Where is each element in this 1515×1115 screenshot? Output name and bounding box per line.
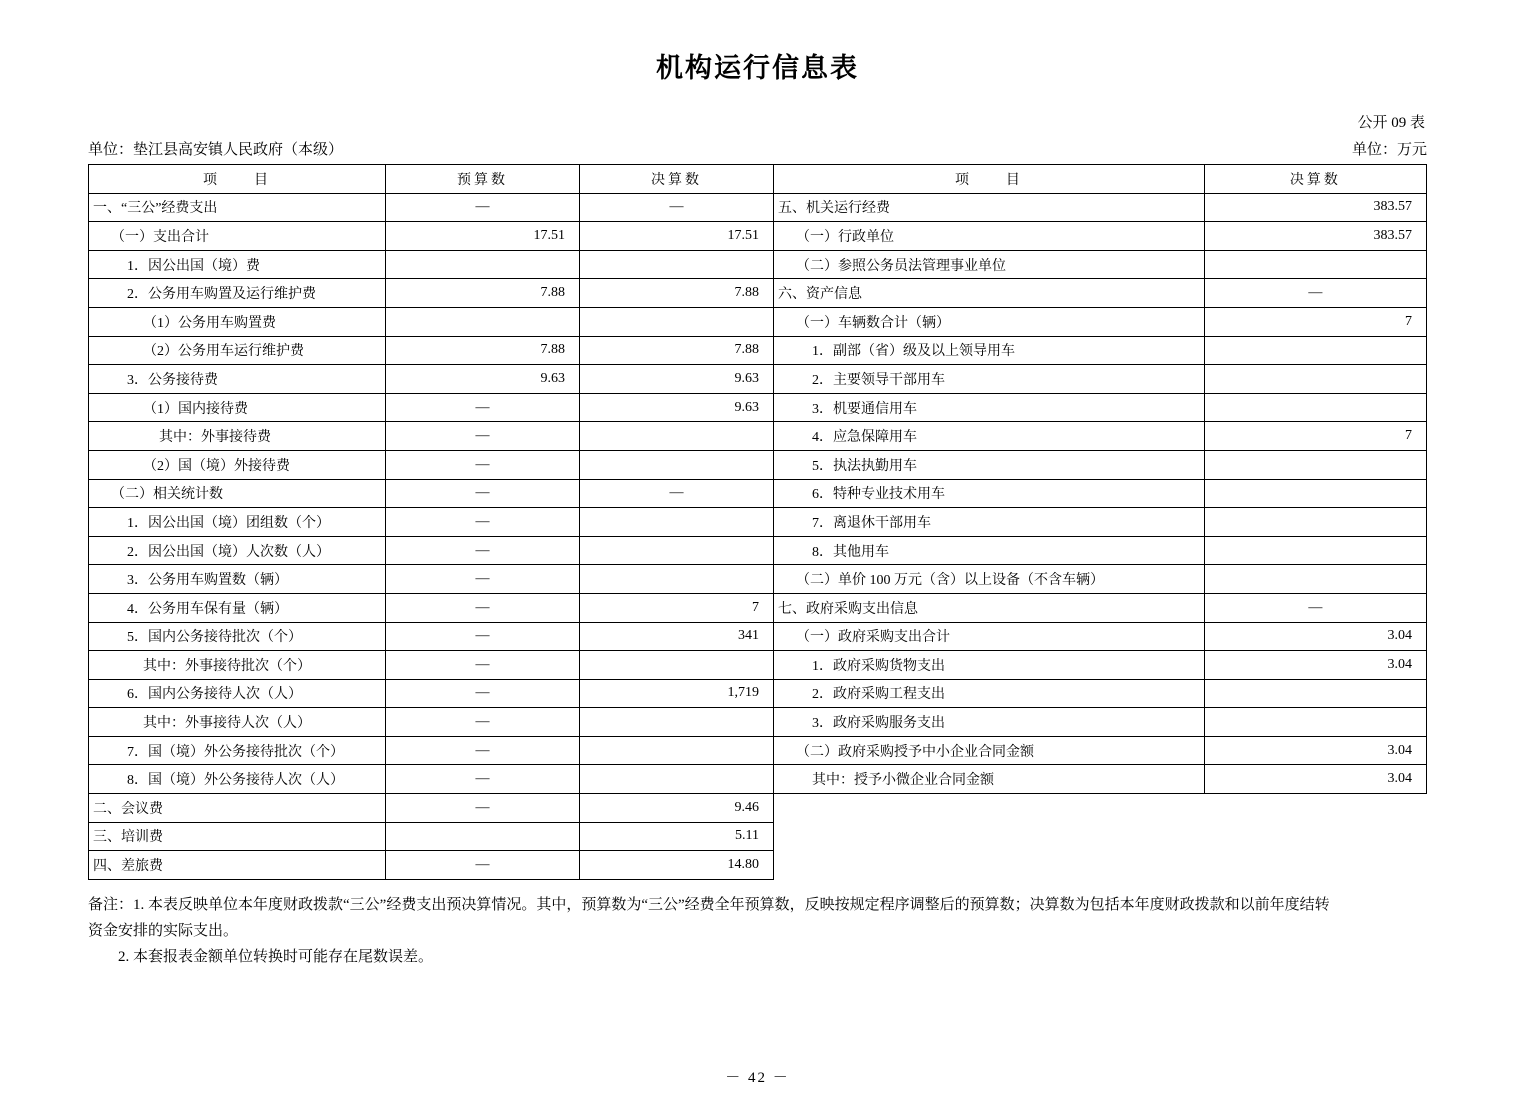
right-final-value: 3.04 xyxy=(1204,651,1426,680)
left-final-value: — xyxy=(580,193,774,222)
header-left-item: 项 目 xyxy=(89,165,386,194)
right-item-label: 七、政府采购支出信息 xyxy=(774,593,1205,622)
left-final-value xyxy=(580,651,774,680)
right-item-label: 8．其他用车 xyxy=(774,536,1205,565)
table-row xyxy=(89,422,1427,451)
left-budget-value: — xyxy=(386,679,580,708)
right-final-value xyxy=(1204,250,1426,279)
left-budget-value: — xyxy=(386,536,580,565)
note-line-3: 2. 本套报表金额单位转换时可能存在尾数误差。 xyxy=(118,949,434,966)
right-item-label: 2．主要领导干部用车 xyxy=(774,365,1205,394)
table-row xyxy=(89,279,1427,308)
left-final-value: 1,719 xyxy=(580,679,774,708)
table-row xyxy=(89,765,1427,794)
meta-row xyxy=(88,138,1427,159)
right-final-value: 383.57 xyxy=(1204,193,1426,222)
right-final-value xyxy=(1204,536,1426,565)
left-final-value: 341 xyxy=(580,622,774,651)
right-final-value: 3.04 xyxy=(1204,765,1426,794)
table-row xyxy=(89,193,1427,222)
left-budget-value: 9.63 xyxy=(386,365,580,394)
right-final-value xyxy=(1204,708,1426,737)
left-budget-value: — xyxy=(386,794,580,823)
right-item-label: 3．机要通信用车 xyxy=(774,393,1205,422)
page-number: － 42 － xyxy=(725,1070,790,1086)
left-final-value: 9.63 xyxy=(580,365,774,394)
left-budget-value: 7.88 xyxy=(386,336,580,365)
right-final-value xyxy=(1204,393,1426,422)
left-budget-value: — xyxy=(386,393,580,422)
right-final-value xyxy=(1204,822,1426,851)
left-item-label: （1）国内接待费 xyxy=(89,393,386,422)
right-final-value: 7 xyxy=(1204,422,1426,451)
table-row xyxy=(89,651,1427,680)
right-final-value xyxy=(1204,508,1426,537)
table-row xyxy=(89,794,1427,823)
right-item-label: 1．副部（省）级及以上领导用车 xyxy=(774,336,1205,365)
left-budget-value: — xyxy=(386,765,580,794)
right-item-label: 6．特种专业技术用车 xyxy=(774,479,1205,508)
table-row xyxy=(89,593,1427,622)
left-final-value: 17.51 xyxy=(580,222,774,251)
left-budget-value: — xyxy=(386,622,580,651)
institution-operation-table xyxy=(88,164,1427,880)
left-item-label: 7．国（境）外公务接待批次（个） xyxy=(89,736,386,765)
right-item-label: （二）单价 100 万元（含）以上设备（不含车辆） xyxy=(774,565,1205,594)
left-item-label: 2．因公出国（境）人次数（人） xyxy=(89,536,386,565)
left-budget-value xyxy=(386,822,580,851)
left-final-value xyxy=(580,708,774,737)
table-row xyxy=(89,250,1427,279)
right-final-value xyxy=(1204,794,1426,823)
left-item-label: 8．国（境）外公务接待人次（人） xyxy=(89,765,386,794)
header-right-item: 项 目 xyxy=(774,165,1205,194)
left-final-value: — xyxy=(580,479,774,508)
right-final-value: 3.04 xyxy=(1204,736,1426,765)
left-item-label: 其中：外事接待人次（人） xyxy=(89,708,386,737)
table-header-row xyxy=(89,165,1427,194)
header-budget: 预算数 xyxy=(386,165,580,194)
left-item-label: 2．公务用车购置及运行维护费 xyxy=(89,279,386,308)
right-item-label: 1．政府采购货物支出 xyxy=(774,651,1205,680)
right-final-value: 3.04 xyxy=(1204,622,1426,651)
right-final-value: 383.57 xyxy=(1204,222,1426,251)
left-item-label: （1）公务用车购置费 xyxy=(89,307,386,336)
left-budget-value: — xyxy=(386,851,580,880)
right-item-label: 五、机关运行经费 xyxy=(774,193,1205,222)
table-row xyxy=(89,336,1427,365)
left-final-value xyxy=(580,536,774,565)
left-final-value: 9.46 xyxy=(580,794,774,823)
left-final-value: 5.11 xyxy=(580,822,774,851)
table-row xyxy=(89,508,1427,537)
left-budget-value: — xyxy=(386,422,580,451)
right-item-label: （一）政府采购支出合计 xyxy=(774,622,1205,651)
left-final-value xyxy=(580,250,774,279)
right-final-value: — xyxy=(1204,593,1426,622)
table-row xyxy=(89,708,1427,737)
right-final-value xyxy=(1204,365,1426,394)
left-item-label: 3．公务用车购置数（辆） xyxy=(89,565,386,594)
right-final-value xyxy=(1204,450,1426,479)
left-item-label: 1．因公出国（境）团组数（个） xyxy=(89,508,386,537)
right-final-value xyxy=(1204,565,1426,594)
table-row xyxy=(89,851,1427,880)
right-final-value xyxy=(1204,679,1426,708)
left-item-label: （2）公务用车运行维护费 xyxy=(89,336,386,365)
right-item-label: 六、资产信息 xyxy=(774,279,1205,308)
left-item-label: 二、会议费 xyxy=(89,794,386,823)
left-item-label: （一）支出合计 xyxy=(89,222,386,251)
left-final-value: 7.88 xyxy=(580,336,774,365)
left-final-value xyxy=(580,765,774,794)
right-item-label: 其中：授予小微企业合同金额 xyxy=(774,765,1205,794)
left-item-label: （2）国（境）外接待费 xyxy=(89,450,386,479)
left-item-label: （二）相关统计数 xyxy=(89,479,386,508)
left-final-value xyxy=(580,422,774,451)
left-final-value xyxy=(580,307,774,336)
table-row xyxy=(89,536,1427,565)
right-final-value: 7 xyxy=(1204,307,1426,336)
left-item-label: 6．国内公务接待人次（人） xyxy=(89,679,386,708)
left-final-value xyxy=(580,508,774,537)
right-final-value xyxy=(1204,336,1426,365)
left-budget-value: — xyxy=(386,450,580,479)
unit-label: 单位：垫江县高安镇人民政府（本级） xyxy=(88,142,344,158)
left-item-label: 其中：外事接待费 xyxy=(89,422,386,451)
table-row xyxy=(89,679,1427,708)
right-item-label: （一）行政单位 xyxy=(774,222,1205,251)
table-row xyxy=(89,479,1427,508)
left-final-value xyxy=(580,736,774,765)
amount-unit-label: 单位：万元 xyxy=(1351,142,1427,158)
left-budget-value xyxy=(386,307,580,336)
left-final-value: 7.88 xyxy=(580,279,774,308)
right-item-label: （二）参照公务员法管理事业单位 xyxy=(774,250,1205,279)
table-row xyxy=(89,822,1427,851)
right-item-label xyxy=(774,794,1205,823)
right-final-value xyxy=(1204,479,1426,508)
right-item-label: 7．离退休干部用车 xyxy=(774,508,1205,537)
left-budget-value: 7.88 xyxy=(386,279,580,308)
left-item-label: 三、培训费 xyxy=(89,822,386,851)
left-budget-value: — xyxy=(386,651,580,680)
form-code: 公开 09 表 xyxy=(1357,115,1425,131)
left-item-label: 其中：外事接待批次（个） xyxy=(89,651,386,680)
table-row xyxy=(89,307,1427,336)
left-budget-value: — xyxy=(386,708,580,737)
header-final: 决算数 xyxy=(580,165,774,194)
left-final-value: 9.63 xyxy=(580,393,774,422)
left-final-value: 14.80 xyxy=(580,851,774,880)
table-row xyxy=(89,393,1427,422)
note-line-1: 备注：1. 本表反映单位本年度财政拨款“三公”经费支出预决算情况。其中，预算数为“三公”经费全年预算数，反映按规定程序调整后的预算数；决算数为包括本年度财政拨款和以前年度结转 xyxy=(88,896,1330,913)
right-item-label: 4．应急保障用车 xyxy=(774,422,1205,451)
left-item-label: 一、“三公”经费支出 xyxy=(89,193,386,222)
left-budget-value: — xyxy=(386,479,580,508)
left-budget-value: — xyxy=(386,193,580,222)
table-row xyxy=(89,565,1427,594)
right-item-label: （一）车辆数合计（辆） xyxy=(774,307,1205,336)
table-row xyxy=(89,622,1427,651)
note-line-2: 资金安排的实际支出。 xyxy=(88,923,239,940)
right-item-label: （二）政府采购授予中小企业合同金额 xyxy=(774,736,1205,765)
right-item-label: 2．政府采购工程支出 xyxy=(774,679,1205,708)
left-item-label: 5．国内公务接待批次（个） xyxy=(89,622,386,651)
left-budget-value: 17.51 xyxy=(386,222,580,251)
left-budget-value xyxy=(386,250,580,279)
left-final-value: 7 xyxy=(580,593,774,622)
left-item-label: 3．公务接待费 xyxy=(89,365,386,394)
left-final-value xyxy=(580,565,774,594)
page-title: 机构运行信息表 xyxy=(656,53,859,83)
right-final-value xyxy=(1204,851,1426,880)
left-final-value xyxy=(580,450,774,479)
left-budget-value: — xyxy=(386,736,580,765)
right-item-label: 3．政府采购服务支出 xyxy=(774,708,1205,737)
table-row xyxy=(89,736,1427,765)
table-row xyxy=(89,450,1427,479)
left-budget-value: — xyxy=(386,508,580,537)
right-item-label xyxy=(774,851,1205,880)
table-row xyxy=(89,365,1427,394)
left-budget-value: — xyxy=(386,593,580,622)
left-budget-value: — xyxy=(386,565,580,594)
left-item-label: 4．公务用车保有量（辆） xyxy=(89,593,386,622)
document-page xyxy=(0,46,1515,1115)
table-notes xyxy=(88,892,1427,971)
left-item-label: 四、差旅费 xyxy=(89,851,386,880)
right-final-value: — xyxy=(1204,279,1426,308)
right-item-label xyxy=(774,822,1205,851)
table-row xyxy=(89,222,1427,251)
header-right-final: 决算数 xyxy=(1204,165,1426,194)
left-item-label: 1．因公出国（境）费 xyxy=(89,250,386,279)
right-item-label: 5．执法执勤用车 xyxy=(774,450,1205,479)
